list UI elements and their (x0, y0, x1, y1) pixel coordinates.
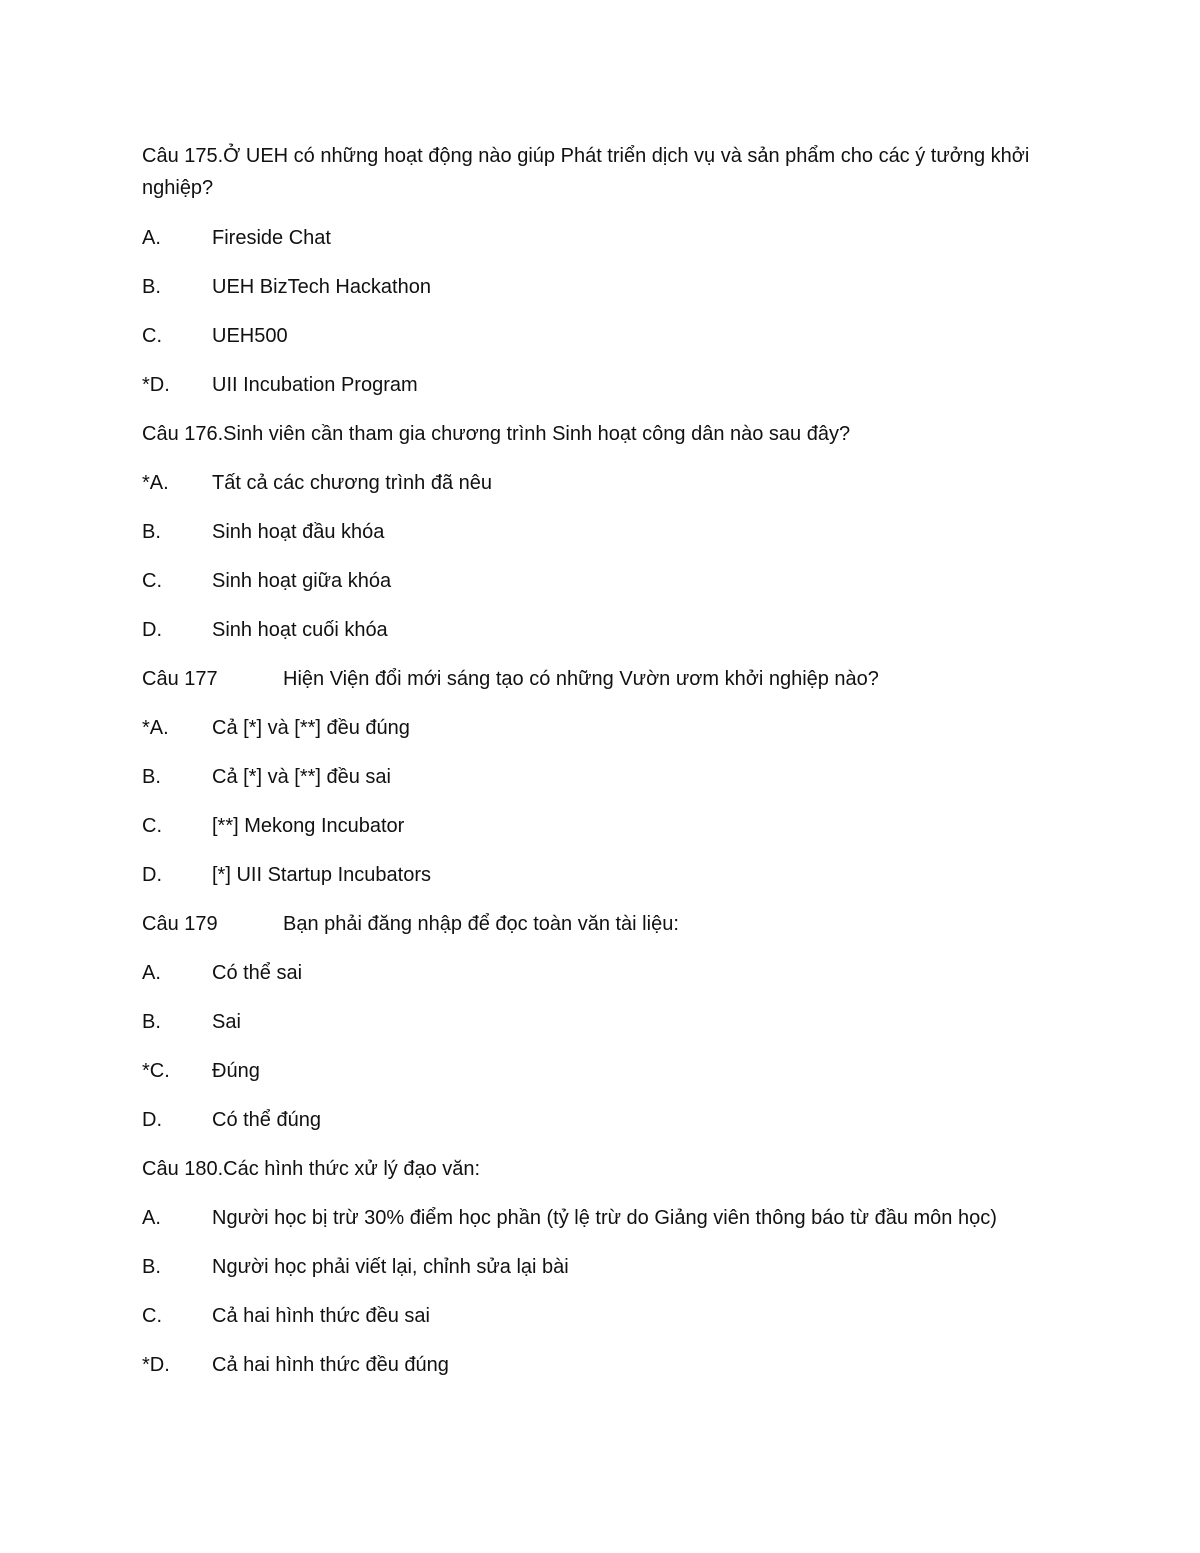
question-text: Bạn phải đăng nhập để đọc toàn văn tài liệu: (283, 913, 679, 935)
question-175-text: Câu 175.Ở UEH có những hoạt động nào giúp Phát triển dịch vụ và sản phẩm cho các ý tưởng khởi nghiệp? (142, 145, 1030, 199)
option-label: C. (142, 570, 162, 592)
option-label: B. (142, 276, 161, 298)
option-text: Sinh hoạt cuối khóa (212, 619, 388, 641)
option-label: B. (142, 521, 161, 543)
option-text: UEH500 (212, 325, 288, 347)
option-label: D. (142, 1109, 162, 1131)
option-label: B. (142, 1256, 161, 1278)
option-label: D. (142, 864, 162, 886)
option-text: Cả [*] và [**] đều đúng (212, 717, 410, 739)
option-label: *A. (142, 717, 169, 739)
option-text: Sinh hoạt đầu khóa (212, 521, 385, 543)
option-text: Người học bị trừ 30% điểm học phần (tỷ lệ trừ do Giảng viên thông báo từ đầu môn học) (212, 1207, 997, 1229)
question-text: Hiện Viện đổi mới sáng tạo có những Vườn ươm khởi nghiệp nào? (283, 668, 879, 690)
option-text: Có thể đúng (212, 1109, 321, 1131)
option-text: Fireside Chat (212, 227, 331, 249)
option-label: C. (142, 815, 162, 837)
option-text: [**] Mekong Incubator (212, 815, 405, 837)
option-text: Cả hai hình thức đều đúng (212, 1354, 449, 1376)
option-label: B. (142, 1011, 161, 1033)
option-text: Tất cả các chương trình đã nêu (212, 472, 492, 494)
option-label: C. (142, 1305, 162, 1327)
option-text: UEH BizTech Hackathon (212, 276, 431, 298)
option-label: *D. (142, 1354, 170, 1376)
option-label: A. (142, 1207, 161, 1229)
option-label: A. (142, 962, 161, 984)
option-text: Sai (212, 1011, 241, 1033)
option-text: Người học phải viết lại, chỉnh sửa lại bài (212, 1256, 569, 1278)
option-label: *D. (142, 374, 170, 396)
option-text: Có thể sai (212, 962, 303, 984)
option-label: A. (142, 227, 161, 249)
option-label: *C. (142, 1060, 170, 1082)
option-label: D. (142, 619, 162, 641)
option-text: Cả [*] và [**] đều sai (212, 766, 391, 788)
option-text: UII Incubation Program (212, 374, 418, 396)
option-text: [*] UII Startup Incubators (212, 864, 431, 886)
option-text: Cả hai hình thức đều sai (212, 1305, 430, 1327)
option-text: Sinh hoạt giữa khóa (212, 570, 392, 592)
option-text: Đúng (212, 1060, 260, 1082)
question-number: Câu 179 (142, 913, 218, 935)
option-label: B. (142, 766, 161, 788)
question-176-text: Câu 176.Sinh viên cần tham gia chương trình Sinh hoạt công dân nào sau đây? (142, 423, 851, 445)
option-label: *A. (142, 472, 169, 494)
question-180-text: Câu 180.Các hình thức xử lý đạo văn: (142, 1158, 481, 1180)
option-label: C. (142, 325, 162, 347)
question-number: Câu 177 (142, 668, 218, 690)
